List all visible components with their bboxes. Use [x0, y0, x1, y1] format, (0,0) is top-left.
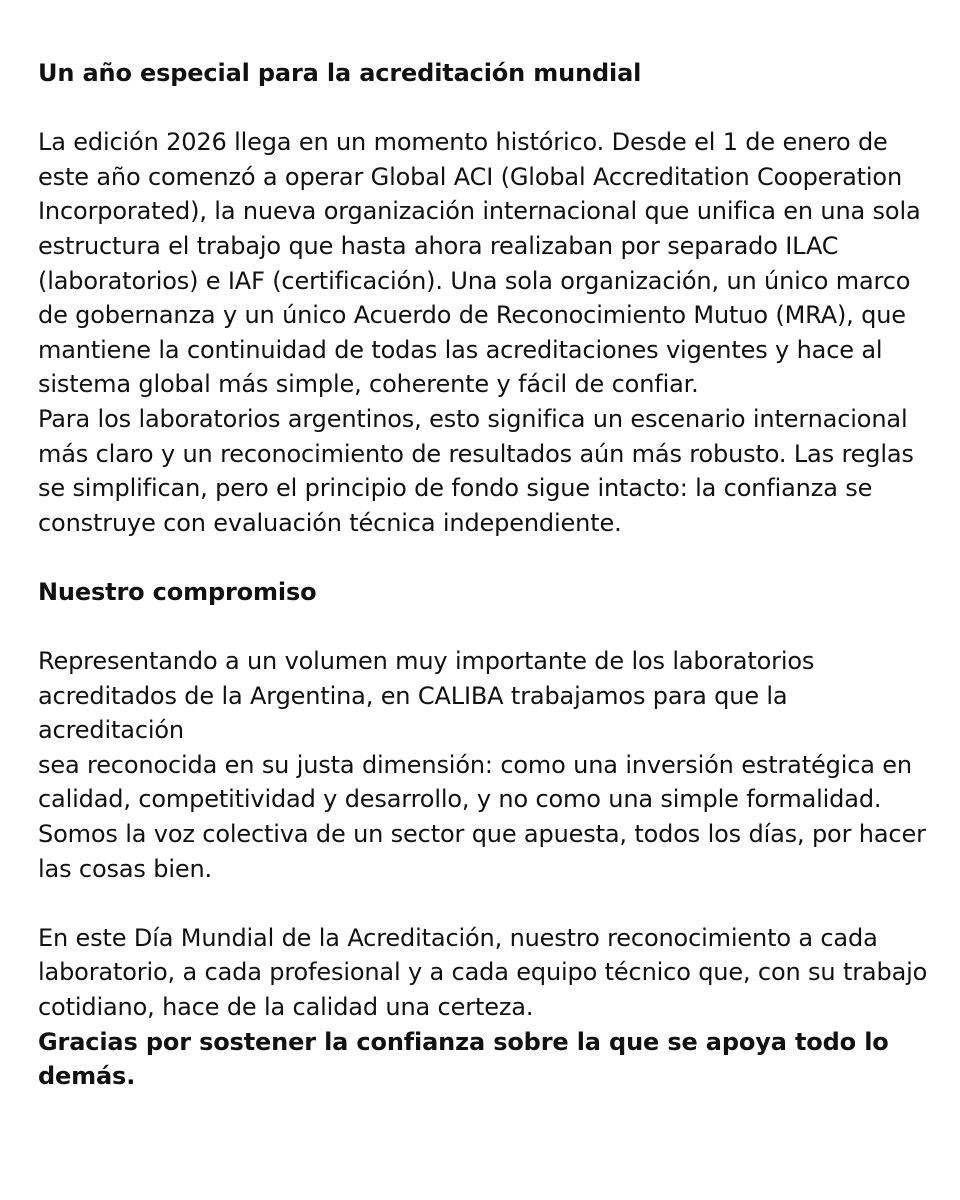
spacer: [38, 540, 938, 575]
section-heading-commitment: Nuestro compromiso: [38, 577, 317, 606]
document-body: [38, 56, 938, 1094]
paragraph-argentine-labs: Para los laboratorios argentinos, esto significa un escenario internacional más claro y un reconocimiento de resultados aún más robusto. Las reglas se simplifican, pero el principio de fondo sigue intacto: la confianza se construye con evaluación técnica independiente.: [38, 404, 914, 537]
spacer: [38, 91, 938, 126]
paragraph-world-accreditation-day: En este Día Mundial de la Acreditación, nuestro reconocimiento a cada laboratorio, a cada profesional y a cada equipo técnico que, con su trabajo cotidiano, hace de la calidad una certeza.: [38, 923, 928, 1022]
spacer: [38, 610, 938, 645]
closing-statement: Gracias por sostener la confianza sobre la que se apoya todo lo demás.: [38, 1027, 889, 1091]
section-heading-special-year: Un año especial para la acreditación mundial: [38, 59, 642, 87]
paragraph-global-aci: La edición 2026 llega en un momento histórico. Desde el 1 de enero de este año comenzó a operar Global ACI (Global Accreditation Cooperation Incorporated), la nueva organización internacional que unifica en una sola estructura el trabajo que hasta ahora realizaban por separado ILAC (laboratorios) e IAF (certificación). Una sola organización, un único marco de gobernanza y un único Acuerdo de Reconocimiento Mutuo (MRA), que mantiene la continuidad de todas las acreditaciones vigentes y hace al sistema global más simple, coherente y fácil de confiar.: [38, 128, 921, 399]
spacer: [38, 886, 938, 921]
paragraph-caliba: Representando a un volumen muy importante de los laboratorios acreditados de la Argentina, en CALIBA trabajamos para que la acreditación sea reconocida en su justa dimensión: como una inversión estratégica en calidad, competitividad y desarrollo, y no como una simple formalidad. Somos la voz colectiva de un sector que apuesta, todos los días, por hacer las cosas bien.: [38, 647, 926, 883]
